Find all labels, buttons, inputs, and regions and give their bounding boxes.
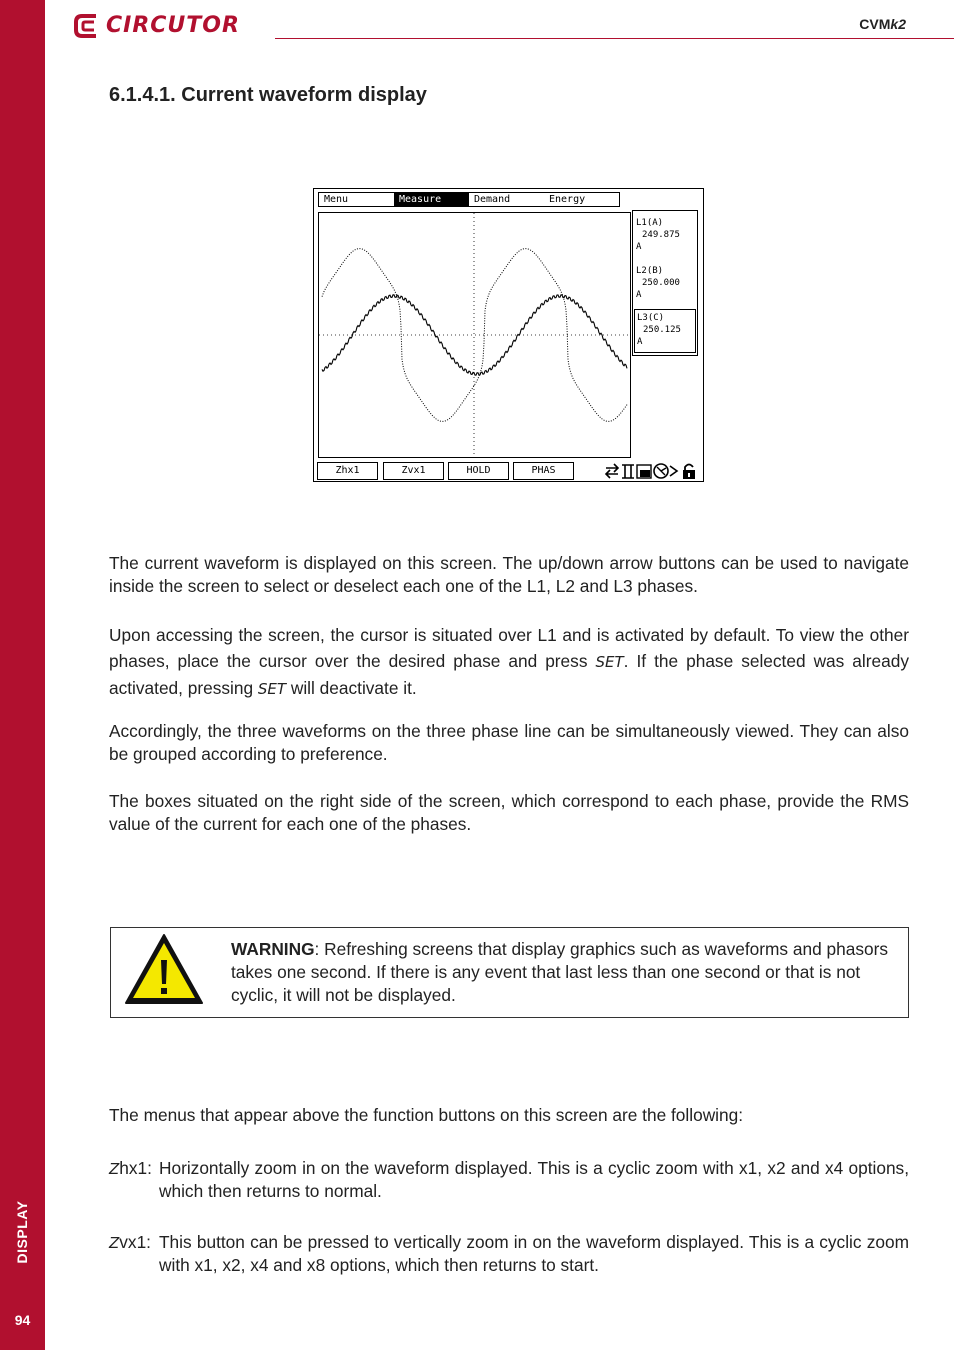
waveform-plot <box>318 212 631 458</box>
phase-panel <box>632 210 698 356</box>
menus-intro: The menus that appear above the function buttons on this screen are the following: <box>109 1105 744 1125</box>
device-menu-item-measure[interactable]: Measure <box>394 193 469 206</box>
device-screen <box>313 188 704 482</box>
phase-value: 250.000 <box>642 278 680 288</box>
device-menu-item-energy[interactable]: Energy <box>549 194 586 205</box>
section-title: 6.1.4.1. Current waveform display <box>109 84 427 106</box>
definition-text: Horizontally zoom in on the waveform displayed. This is a cyclic zoom with x1, x2 and x4 options, which then returns to normal. <box>159 1158 909 1201</box>
phase-value: 249.875 <box>642 230 680 240</box>
zoom-vertical-button[interactable]: Zvx1 <box>383 462 444 480</box>
warning-text: WARNING: Refreshing screens that display graphics such as waveforms and phasors takes one second. If there is any event that last less than one second or that is not cyclic, it will not be displayed. <box>231 939 888 1005</box>
lock-icon <box>683 465 695 480</box>
zoom-horizontal-button[interactable]: Zhx1 <box>317 462 378 480</box>
warning-label: WARNING <box>231 939 315 959</box>
phase-unit: A <box>636 242 642 252</box>
phase-label: L3(C) <box>637 313 665 323</box>
transfer-icon <box>606 464 618 478</box>
phase-label: L2(B) <box>636 266 664 276</box>
set-key-label: SET <box>595 653 624 671</box>
paragraph-grouping: Accordingly, the three waveforms on the three phase line can be simultaneously viewed. They can also be grouped according to preference. <box>109 721 909 764</box>
connector-icon <box>670 466 677 476</box>
phase-unit: A <box>636 290 642 300</box>
product-name: CVMk2 <box>859 16 906 32</box>
logo-mark-icon <box>72 10 104 42</box>
hold-button[interactable]: HOLD <box>448 462 509 480</box>
phase-value: 250.125 <box>643 325 681 335</box>
device-menu-bar <box>318 192 620 207</box>
paragraph-boxes: The boxes situated on the right side of the screen, which correspond to each phase, provide the RMS value of the current for each one of the phases. <box>109 791 909 834</box>
definition-text: This button can be pressed to vertically zoom in on the waveform displayed. This is a cyclic zoom with x1, x2, x4 and x8 options, which then returns to start. <box>159 1232 909 1275</box>
waveform-svg <box>319 213 630 457</box>
device-menu-item-menu[interactable]: Menu <box>324 194 349 205</box>
phase-box-l2[interactable] <box>634 263 696 307</box>
paragraph-intro: The current waveform is displayed on this screen. The up/down arrow buttons can be used to navigate inside the screen to select or deselect each one of the L1, L2 and L3 phases. <box>109 553 909 596</box>
definition-term: Zhx1: <box>109 1158 152 1178</box>
circutor-logo <box>72 10 252 46</box>
definition-term: Zvx1: <box>109 1232 151 1252</box>
phase-label: L1(A) <box>636 218 664 228</box>
sidebar-section-label: DISPLAY <box>14 1200 30 1264</box>
tsd-icon <box>637 465 651 478</box>
status-icons <box>604 461 700 481</box>
header-rule <box>275 38 954 39</box>
phase-box-l1[interactable] <box>634 215 696 259</box>
bar-icon <box>622 465 634 478</box>
sidebar <box>0 0 45 1350</box>
device-menu-item-demand[interactable]: Demand <box>474 194 511 205</box>
clock-icon <box>654 464 668 478</box>
set-key-label: SET <box>257 680 287 698</box>
phase-box-l3[interactable] <box>634 309 696 353</box>
warning-box <box>110 927 909 1018</box>
warning-icon <box>123 932 205 1006</box>
phase-button[interactable]: PHAS <box>513 462 574 480</box>
phase-unit: A <box>637 337 643 347</box>
page-number: 94 <box>14 1312 31 1328</box>
logo-text: CIRCUTOR <box>106 13 240 38</box>
paragraph-cursor: Upon accessing the screen, the cursor is situated over L1 and is activated by default. To view the other phases, place the cursor over the desired phase and press SET. If the phase selected was already activated, pressing SET will deactivate it. <box>109 625 909 698</box>
